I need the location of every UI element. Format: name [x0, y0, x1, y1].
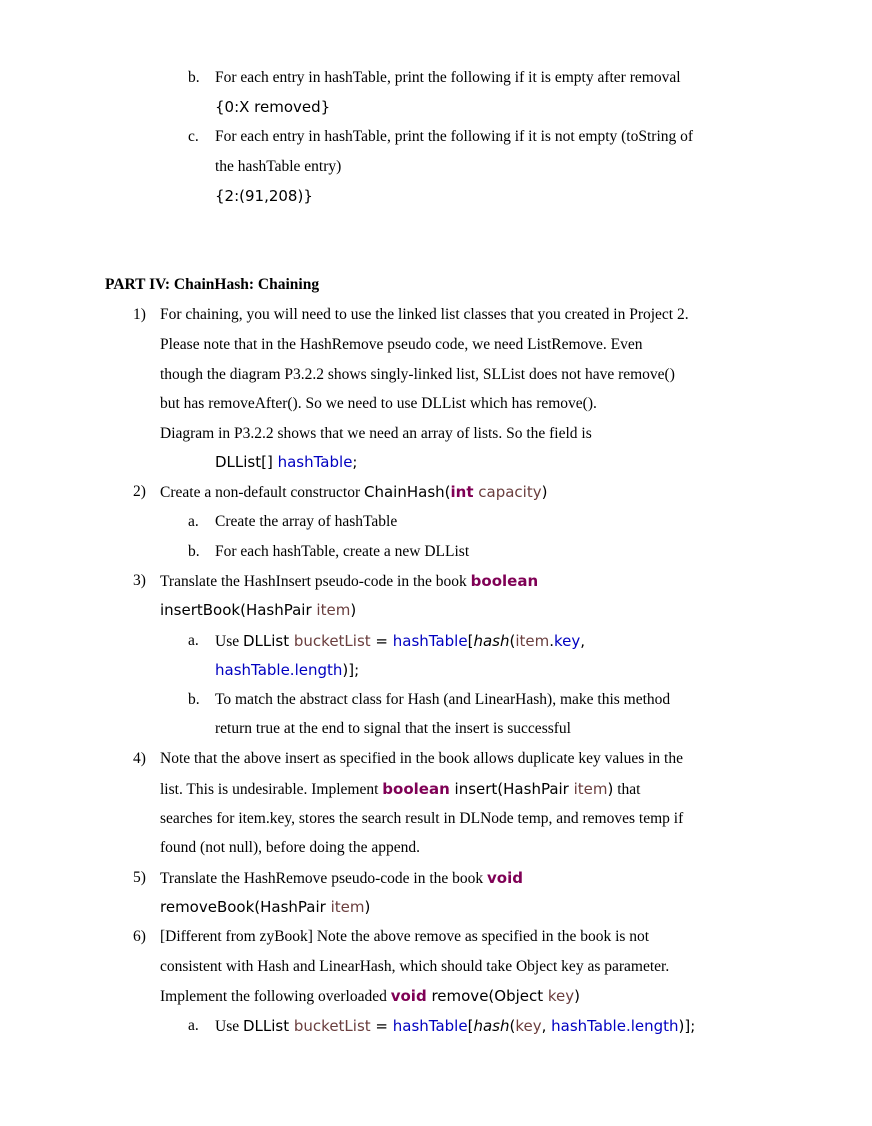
item3a-end: )];: [342, 661, 360, 679]
item6a-key: key: [515, 1017, 542, 1035]
item5-kw: void: [487, 869, 523, 887]
item5-line2: [160, 896, 370, 918]
item6a-fn: hash: [473, 1017, 510, 1035]
item2a-text: Create the array of hashTable: [215, 513, 398, 530]
item6a-field: hashTable: [392, 1017, 468, 1035]
item4-line3: searches for item.key, stores the search result in DLNode temp, and removes temp if: [160, 810, 684, 827]
code-field: hashTable: [277, 453, 353, 471]
item4-number: 4): [133, 750, 146, 767]
item4-text-b: that: [613, 781, 641, 798]
item3-text: Translate the HashInsert pseudo-code in the book: [160, 573, 471, 590]
item4-code: insert(HashPair: [449, 780, 574, 798]
item3a-line2: [215, 659, 359, 681]
item2b-marker: b.: [188, 543, 200, 560]
item6a-line: [215, 1015, 695, 1038]
item2-code-name: ChainHash(: [364, 483, 451, 501]
item3a-dot: .: [549, 632, 554, 650]
item6-text: Implement the following overloaded: [160, 988, 391, 1005]
item5-sig: removeBook(HashPair: [160, 898, 331, 916]
item4-var: item: [573, 780, 608, 798]
item2-code-end: ): [541, 483, 548, 501]
item6-code: remove(Object: [426, 987, 548, 1005]
item3-line1: [160, 570, 538, 593]
item6-line1: [Different from zyBook] Note the above remove as specified in the book is not: [160, 928, 650, 945]
item3a-eq: =: [370, 632, 393, 650]
code-end: ;: [352, 453, 358, 471]
item3a-bracket: [: [467, 632, 474, 650]
item5-line1: [160, 867, 523, 890]
item4-line1: Note that the above insert as specified in the book allows duplicate key values in the: [160, 750, 683, 767]
item5-end: ): [364, 898, 371, 916]
prev-b-marker: b.: [188, 69, 200, 86]
item3a-fn: hash: [473, 632, 510, 650]
item3b-line2: return true at the end to signal that the insert is successful: [215, 720, 571, 737]
item1-number: 1): [133, 306, 146, 323]
prev-b-text: For each entry in hashTable, print the following if it is empty after removal: [215, 69, 681, 86]
item3b-line1: To match the abstract class for Hash (and LinearHash), make this method: [215, 691, 671, 708]
item1-code: [215, 451, 357, 473]
item5-var: item: [330, 898, 365, 916]
item6a-type: DLList: [242, 1017, 294, 1035]
item6a-bracket: [: [467, 1017, 474, 1035]
item1-line1: For chaining, you will need to use the linked list classes that you created in Project 2.: [160, 306, 689, 323]
item3a-paren: (: [509, 632, 516, 650]
item1-line2: Please note that in the HashRemove pseudo code, we need ListRemove. Even: [160, 336, 643, 353]
item6a-eq: =: [370, 1017, 393, 1035]
item3-code-sig: insertBook(HashPair: [160, 601, 317, 619]
item1-line4: but has removeAfter(). So we need to use DLList which has remove().: [160, 395, 597, 412]
item6-kw: void: [390, 987, 427, 1005]
item3a-var: bucketList: [293, 632, 371, 650]
part4-title: PART IV: ChainHash: Chaining: [105, 276, 320, 293]
item4-line4: found (not null), before doing the append.: [160, 839, 420, 856]
item4-kw: boolean: [382, 780, 450, 798]
item2-code-var: capacity: [478, 483, 542, 501]
item3-code-kw: boolean: [470, 572, 539, 590]
item2-text: Create a non-default constructor: [160, 484, 364, 501]
item3a-type: DLList: [242, 632, 294, 650]
item2b-text: For each hashTable, create a new DLList: [215, 543, 470, 560]
item3a-line1: [215, 630, 585, 653]
item5-text: Translate the HashRemove pseudo-code in the book: [160, 870, 488, 887]
item3-code-end: ): [350, 601, 357, 619]
item2-code-kw: int: [450, 483, 474, 501]
item3a-item: item: [515, 632, 550, 650]
item6-var: key: [547, 987, 575, 1005]
item3a-key: key: [554, 632, 581, 650]
prev-c-text2: the hashTable entry): [215, 158, 342, 175]
item3-code-var: item: [316, 601, 351, 619]
item3b-marker: b.: [188, 691, 200, 708]
item3a-use: Use: [215, 633, 243, 650]
item3-number: 3): [133, 572, 146, 589]
item6a-var: bucketList: [293, 1017, 371, 1035]
prev-c-example: {2:(91,208)}: [215, 187, 313, 205]
prev-b-example: {0:X removed}: [215, 98, 331, 116]
item6a-marker: a.: [188, 1017, 199, 1034]
item2-line: [160, 481, 547, 504]
item4-line2: [160, 778, 641, 801]
item6-code-end: ): [574, 987, 581, 1005]
item4-code-end: ): [607, 780, 614, 798]
item6a-length: hashTable.length: [551, 1017, 679, 1035]
item6-line3: [160, 985, 580, 1008]
item6-number: 6): [133, 928, 146, 945]
item3a-comma: ,: [580, 632, 586, 650]
item3a-marker: a.: [188, 632, 199, 649]
item5-number: 5): [133, 869, 146, 886]
code-type: DLList[]: [215, 453, 278, 471]
item6a-paren: (: [509, 1017, 516, 1035]
item3a-field: hashTable: [392, 632, 468, 650]
item2-number: 2): [133, 483, 146, 500]
item6-line2: consistent with Hash and LinearHash, which should take Object key as parameter.: [160, 958, 670, 975]
item6a-comma: ,: [541, 1017, 552, 1035]
item3a-length: hashTable.length: [215, 661, 343, 679]
prev-c-marker: c.: [188, 128, 199, 145]
item6a-end: )];: [678, 1017, 696, 1035]
item4-text-a: list. This is undesirable. Implement: [160, 781, 383, 798]
item1-line3: though the diagram P3.2.2 shows singly-linked list, SLList does not have remove(): [160, 366, 675, 383]
prev-c-text: For each entry in hashTable, print the following if it is not empty (toString of: [215, 128, 694, 145]
item2a-marker: a.: [188, 513, 199, 530]
item1-line5: Diagram in P3.2.2 shows that we need an array of lists. So the field is: [160, 425, 592, 442]
item6a-use: Use: [215, 1018, 243, 1035]
item3-line2: [160, 599, 356, 621]
